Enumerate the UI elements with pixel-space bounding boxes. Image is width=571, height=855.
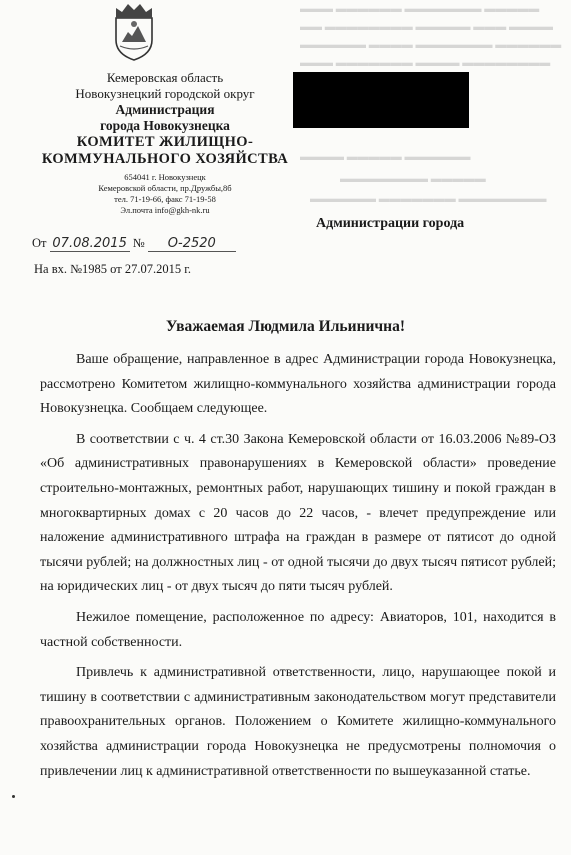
letterhead-region: Кемеровская область [106, 70, 224, 85]
letterhead-street: Кемеровской области, пр.Дружбы,8б [98, 183, 232, 193]
handwritten-date: 07.08.2015 [50, 236, 130, 252]
bleed-through-text: ▬▬▬▬▬▬ ▬▬▬▬▬▬▬ ▬▬▬▬▬▬▬▬ [310, 193, 547, 205]
paragraph: Привлечь к административной ответственности, лицо, нарушающее покой и тишину в соответствии с административным законодательством могут представители правоохранительных органов. Положением о Комитете жилищно-коммунального хозяйства администрации города Новокузнецка не предусмотрены полномочия о привлечении лиц к административной ответственности по вышеуказанной статье. [40, 665, 556, 779]
letterhead [40, 70, 290, 216]
letter-body [40, 348, 556, 790]
incoming-reference: На вх. №1985 от 27.07.2015 г. [34, 262, 192, 276]
handwritten-number: О-2520 [148, 236, 236, 252]
number-sign: № [132, 236, 145, 250]
addressee: Администрации города [316, 216, 465, 231]
paragraph: Ваше обращение, направленное в адрес Администрации города Новокузнецка, рассмотрено Комитетом жилищно-коммунального хозяйства администрации города Новокузнецка. Сообщаем следующее. [40, 352, 556, 417]
letterhead-admin: Администрация [115, 102, 215, 117]
bleed-through-text: ▬▬▬▬▬▬▬▬ ▬▬▬▬▬ [340, 173, 486, 185]
letterhead-postal: 654041 г. Новокузнецк [124, 172, 206, 182]
registration-line [32, 236, 236, 252]
letterhead-committee-line1: КОМИТЕТ ЖИЛИЩНО- [76, 134, 254, 150]
redaction-block [293, 72, 469, 128]
salutation: Уважаемая Людмила Ильинична! [165, 318, 406, 335]
city-coat-of-arms-icon [108, 0, 160, 62]
paragraph: В соответствии с ч. 4 ст.30 Закона Кемеровской области от 16.03.2006 №89-ОЗ «Об административных правонарушениях в Кемеровской области» проведение строительно-монтажных, ремонтных работ, нарушающих тишину и покой граждан в многоквартирных домах с 20 часов до 22 часов, - влечет предупреждение или наложение административного штрафа на граждан в размере от пятисот до одной тысячи рублей; на должностных лиц - от одной тысячи до двух тысяч пятисот рублей; на юридических лиц - от двух тысяч до пяти тысяч рублей. [40, 431, 556, 595]
bleed-through-text: ▬▬▬ ▬▬▬▬▬▬▬ ▬▬▬▬ ▬▬▬▬▬▬▬▬ [300, 57, 551, 69]
date-prefix: От [32, 236, 47, 250]
letterhead-email: Эл.почта info@gkh-nk.ru [120, 205, 210, 215]
letterhead-committee-line2: КОММУНАЛЬНОГО ХОЗЯЙСТВА [41, 151, 289, 167]
bleed-through-text: ▬▬▬▬ ▬▬▬▬▬ ▬▬▬▬▬▬ [300, 151, 471, 163]
letterhead-phones: тел. 71-19-66, факс 71-19-58 [114, 194, 216, 204]
bleed-through-text: ▬▬▬▬▬▬ ▬▬▬▬ ▬▬▬▬▬▬▬ ▬▬▬▬▬▬ [300, 39, 562, 51]
paragraph: Нежилое помещение, расположенное по адресу: Авиаторов, 101, находится в частной собственности. [40, 609, 556, 650]
bleed-through-text: ▬▬ ▬▬▬▬▬▬▬▬ ▬▬▬▬▬ ▬▬▬ ▬▬▬▬ [300, 21, 553, 33]
bleed-through-text: ▬▬▬ ▬▬▬▬▬▬ ▬▬▬▬▬▬▬ ▬▬▬▬▬ [300, 3, 540, 15]
scan-speck [12, 795, 15, 798]
letterhead-district: Новокузнецкий городской округ [75, 86, 255, 101]
letterhead-city: города Новокузнецка [100, 118, 230, 133]
